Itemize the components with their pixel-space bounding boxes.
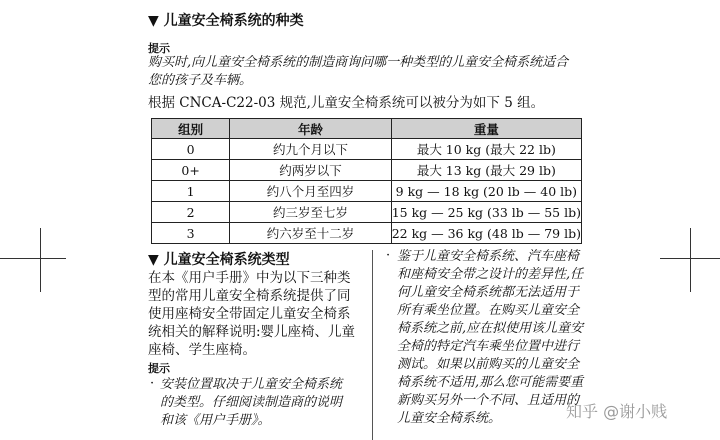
right-line: 测试。如果以前购买的儿童安全 <box>397 357 580 372</box>
right-line: 何儿童安全椅系统都无法适用于 <box>397 285 580 300</box>
crop-mark-left <box>0 258 66 259</box>
table-row <box>152 160 582 181</box>
cell-group: 0+ <box>152 160 230 181</box>
body-line: 在本《用户手册》中为以下三种类 <box>148 270 351 286</box>
column-divider <box>372 250 373 440</box>
cell-age: 约六岁至十二岁 <box>230 223 391 244</box>
header-group: 组别 <box>152 119 230 139</box>
header-age: 年龄 <box>230 119 391 139</box>
cell-weight: 22 kg — 36 kg (48 lb — 79 lb) <box>391 223 581 244</box>
cell-group: 2 <box>152 202 230 223</box>
cell-group: 0 <box>152 139 230 160</box>
cell-age: 约八个月至四岁 <box>230 181 391 202</box>
table-row <box>152 223 582 244</box>
cell-weight: 最大 13 kg (最大 29 lb) <box>391 160 581 181</box>
tip-label-2: 提示 <box>148 362 170 375</box>
cell-group: 3 <box>152 223 230 244</box>
tip-text <box>148 54 588 90</box>
right-column-text <box>397 248 583 428</box>
bullet-dot: · <box>150 376 155 391</box>
table-header-row <box>152 119 582 139</box>
bullet-line: 安装位置取决于儿童安全椅系统 <box>160 377 343 392</box>
tip-bullet-text <box>160 376 342 430</box>
right-line: 椅系统不适用,那么您可能需要重 <box>397 375 584 390</box>
cell-group: 1 <box>152 181 230 202</box>
table-row <box>152 181 582 202</box>
body-line: 使用座椅安全带固定儿童安全椅系 <box>148 306 351 322</box>
bullet-dot: · <box>386 248 391 263</box>
body-line: 座椅、学生座椅。 <box>148 342 256 358</box>
bullet-line: 的类型。仔细阅读制造商的说明 <box>160 395 343 410</box>
cell-weight: 15 kg — 25 kg (33 lb — 55 lb) <box>391 202 581 223</box>
cell-weight: 9 kg — 18 kg (20 lb — 40 lb) <box>391 181 581 202</box>
table-row <box>152 202 582 223</box>
cell-weight: 最大 10 kg (最大 22 lb) <box>391 139 581 160</box>
right-line: 鉴于儿童安全椅系统、汽车座椅 <box>397 249 580 264</box>
right-line: 和座椅安全带之设计的差异性,任 <box>397 267 584 282</box>
right-line: 所有乘坐位置。在购买儿童安全 <box>397 303 580 318</box>
intro-text: 根据 CNCA-C22-03 规范,儿童安全椅系统可以被分为如下 5 组。 <box>148 95 545 111</box>
bullet-line: 和该《用户手册》。 <box>160 413 271 428</box>
crop-mark-left-vertical <box>40 228 41 292</box>
cell-age: 约两岁以下 <box>230 160 391 181</box>
right-line: 椅系统之前,应在拟使用该儿童安 <box>397 321 584 336</box>
section-heading-seat-types: ▼ 儿童安全椅系统类型 <box>148 252 290 268</box>
crop-mark-right-vertical <box>690 228 691 292</box>
right-line: 儿童安全椅系统。 <box>397 411 502 426</box>
body-line: 统相关的解释说明:婴儿座椅、儿童 <box>148 324 356 340</box>
seat-types-body <box>148 269 355 359</box>
tip-line: 您的孩子及车辆。 <box>148 73 253 88</box>
tip-label: 提示 <box>148 42 170 55</box>
right-line: 全椅的特定汽车乘坐位置中进行 <box>397 339 580 354</box>
header-weight: 重量 <box>391 119 581 139</box>
cell-age: 约三岁至七岁 <box>230 202 391 223</box>
watermark: 知乎 @谢小贱 <box>566 402 668 421</box>
body-line: 型的常用儿童安全椅系统提供了同 <box>148 288 351 304</box>
table-row <box>152 139 582 160</box>
group-table <box>151 118 582 244</box>
tip-line: 购买时,向儿童安全椅系统的制造商询问哪一种类型的儿童安全椅系统适合 <box>148 55 569 70</box>
section-heading-types: ▼ 儿童安全椅系统的种类 <box>148 13 304 29</box>
cell-age: 约九个月以下 <box>230 139 391 160</box>
right-line: 新购买另外一个不同、且适用的 <box>397 393 580 408</box>
